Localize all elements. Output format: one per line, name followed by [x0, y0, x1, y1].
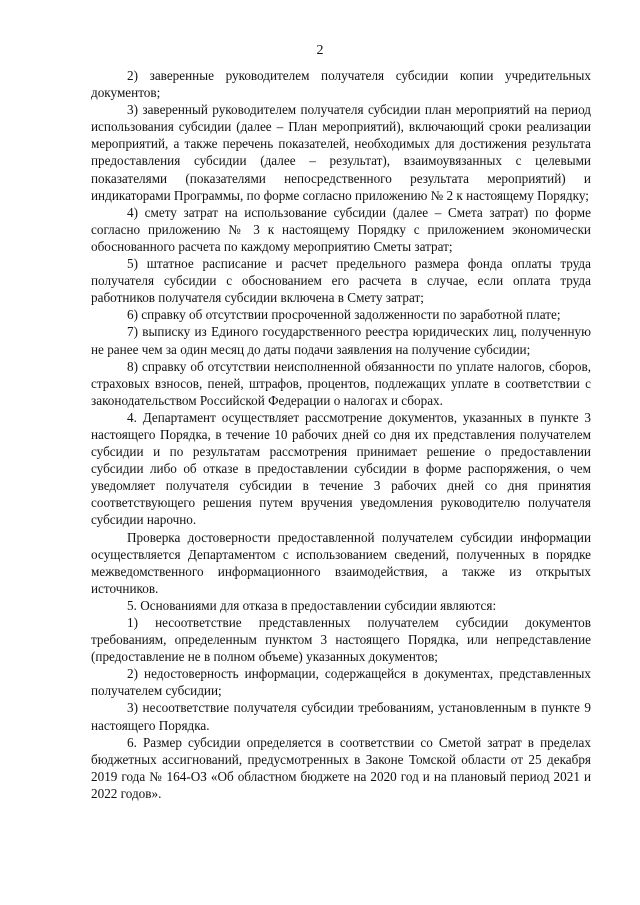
paragraph-item-5-staff-schedule: 5) штатное расписание и расчет предельного размера фонда оплаты труда получателя субсидии с обоснованием его расчета в случае, если оплата труда работников получателя субсидии включена в Смету затрат;: [91, 256, 591, 306]
paragraph-refusal-item-3: 3) несоответствие получателя субсидии требованиям, установленным в пункте 9 настоящего Порядка.: [91, 700, 591, 733]
page-number: 2: [316, 43, 324, 58]
paragraph-item-8-tax-certificate: 8) справку об отсутствии неисполненной обязанности по уплате налогов, сборов, страховых взносов, пеней, штрафов, процентов, подлежащих уплате в соответствии с законодательством Российской Федерации о налогах и сборах.: [91, 358, 591, 408]
paragraph-section-6-subsidy-amount: 6. Размер субсидии определяется в соответствии со Сметой затрат в пределах бюджетных ассигнований, предусмотренных в Законе Томской области от 25 декабря 2019 года № 164-ОЗ «Об областном бюджете на 2020 год и на плановый период 2021 и 2022 годов».: [91, 734, 591, 801]
paragraph-section-4-review: 4. Департамент осуществляет рассмотрение документов, указанных в пункте 3 настоящего Порядка, в течение 10 рабочих дней со дня их представления получателем субсидии и по результатам рассмотрения принимает решение о предоставлении субсидии либо об отказе в предоставлении субсидии в форме распоряжения, о чем уведомляет получателя субсидии в течение 3 рабочих дней со дня принятия соответствующего решения путем вручения уведомления руководителю получателя субсидии нарочно.: [91, 409, 591, 528]
paragraph-item-7-registry-extract: 7) выписку из Единого государственного реестра юридических лиц, полученную не ранее чем за один месяц до даты подачи заявления на получение субсидии;: [91, 324, 591, 357]
paragraph-item-2-founding-documents: 2) заверенные руководителем получателя субсидии копии учредительных документов;: [91, 68, 591, 101]
paragraph-item-3-events-plan: 3) заверенный руководителем получателя субсидии план мероприятий на период использования субсидии (далее – План мероприятий), включающий сроки реализации мероприятий, а также перечень показателей, необходимых для достижения результата предоставления субсидии (далее – результат), взаимоувязанных с целевыми показателями (показателями непосредственного результата мероприятий) и индикаторами Программы, по форме согласно приложению № 2 к настоящему Порядку;: [91, 102, 591, 203]
document-body: [91, 67, 591, 802]
paragraph-item-6-salary-certificate: 6) справку об отсутствии просроченной задолженности по заработной плате;: [127, 307, 561, 323]
paragraph-refusal-item-2: 2) недостоверность информации, содержащейся в документах, представленных получателем субсидии;: [91, 666, 591, 699]
paragraph-item-4-cost-estimate: 4) смету затрат на использование субсидии (далее – Смета затрат) по форме согласно приложению № 3 к настоящему Порядку с приложением экономически обоснованного расчета по каждому мероприятию Сметы затрат;: [91, 204, 591, 254]
paragraph-refusal-item-1: 1) несоответствие представленных получателем субсидии документов требованиям, определенным пунктом 3 настоящего Порядка, или непредставление (предоставление не в полном объеме) указанных документов;: [91, 615, 591, 665]
paragraph-verification: Проверка достоверности предоставленной получателем субсидии информации осуществляется Департаментом с использованием сведений, полученных в порядке межведомственного информационного взаимодействия, а также из открытых источников.: [91, 529, 591, 596]
paragraph-section-5-refusal-grounds: 5. Основаниями для отказа в предоставлении субсидии являются:: [127, 597, 497, 613]
